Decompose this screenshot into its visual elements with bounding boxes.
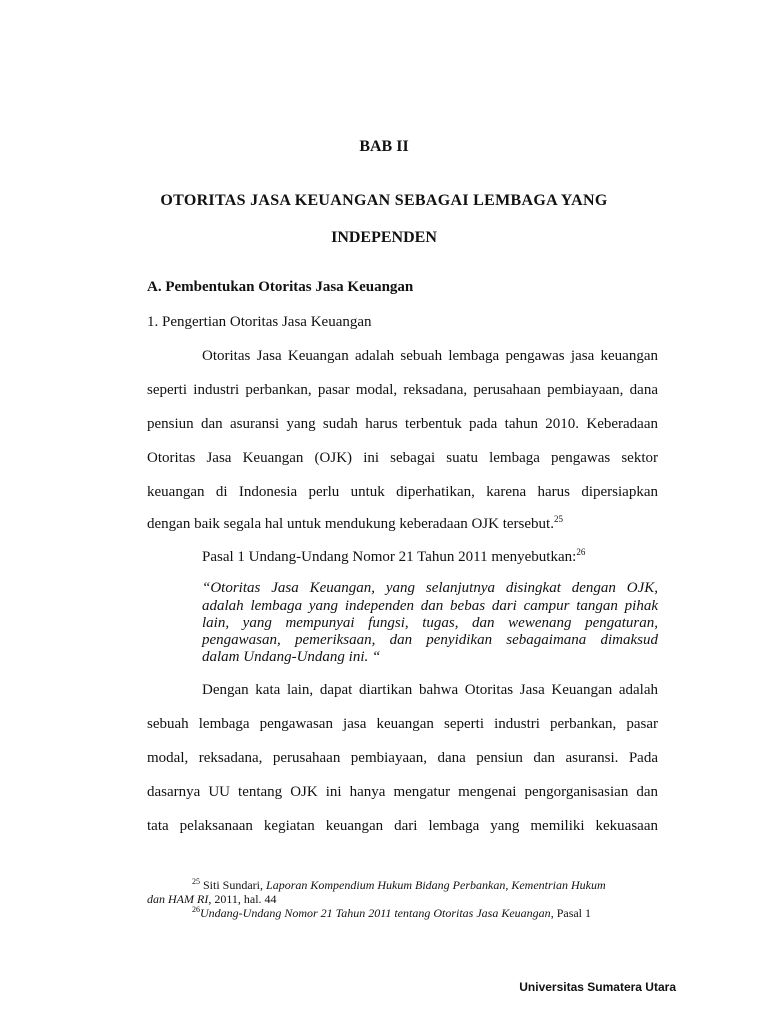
footnote-ref-25: 25: [553, 514, 563, 524]
footnote-25-title-cont: dan HAM RI: [147, 892, 209, 906]
paragraph-1-line: seperti industri perbankan, pasar modal, reksadana, perusahaan pembiayaan, dana: [147, 382, 658, 398]
paragraph-1-line: dengan baik segala hal untuk mendukung keberadaan OJK tersebut.: [147, 516, 554, 532]
footer-institution: Universitas Sumatera Utara: [519, 980, 676, 994]
footnote-26-title: Undang-Undang Nomor 21 Tahun 2011 tentang Otoritas Jasa Keuangan: [200, 906, 551, 920]
footnote-26-number: 26: [192, 905, 200, 914]
footnote-25-author: Siti Sundari,: [203, 878, 264, 892]
quote-line: pengawasan, pemeriksaan, dan penyidikan sebagaimana dimaksud: [202, 632, 658, 648]
paragraph-2-line: modal, reksadana, perusahaan pembiayaan, dana pensiun dan asuransi. Pada: [147, 750, 658, 766]
paragraph-1-line: Otoritas Jasa Keuangan (OJK) ini sebagai suatu lembaga pengawas sektor: [147, 450, 658, 466]
quote-line: “Otoritas Jasa Keuangan, yang selanjutnya disingkat dengan OJK,: [202, 580, 658, 596]
chapter-title-line-2: INDEPENDEN: [331, 229, 437, 246]
paragraph-1-line: keuangan di Indonesia perlu untuk diperhatikan, karena harus dipersiapkan: [147, 484, 658, 500]
footnote-25-line-1: [192, 878, 606, 893]
footnote-25-rest: , 2011, hal. 44: [208, 892, 277, 906]
subsection-heading: 1. Pengertian Otoritas Jasa Keuangan: [147, 314, 372, 330]
paragraph-2-line: tata pelaksanaan kegiatan keuangan dari lembaga yang memiliki kekuasaan: [147, 818, 658, 834]
footnote-25-title: Laporan Kompendium Hukum Bidang Perbankan, Kementrian Hukum: [266, 878, 606, 892]
pasal-intro: [202, 549, 585, 566]
paragraph-1-last-line: [147, 516, 658, 533]
footnote-25-line-2: [147, 892, 277, 907]
chapter-label: BAB II: [359, 138, 409, 155]
section-heading: A. Pembentukan Otoritas Jasa Keuangan: [147, 279, 414, 295]
quote-line: dalam Undang-Undang ini. “: [202, 649, 381, 665]
paragraph-1-line: pensiun dan asuransi yang sudah harus terbentuk pada tahun 2010. Keberadaan: [147, 416, 658, 432]
chapter-title-line-1: OTORITAS JASA KEUANGAN SEBAGAI LEMBAGA YANG: [160, 192, 608, 209]
footnote-26: [192, 906, 591, 921]
footnote-25-number: 25: [192, 877, 200, 886]
paragraph-1-line: Otoritas Jasa Keuangan adalah sebuah lembaga pengawas jasa keuangan: [202, 348, 658, 364]
paragraph-2-line: Dengan kata lain, dapat diartikan bahwa Otoritas Jasa Keuangan adalah: [202, 682, 658, 698]
paragraph-2-line: sebuah lembaga pengawasan jasa keuangan seperti industri perbankan, pasar: [147, 716, 658, 732]
footnote-ref-26: 26: [576, 547, 586, 557]
paragraph-2-line: dasarnya UU tentang OJK ini hanya mengatur mengenai pengorganisasian dan: [147, 784, 658, 800]
quote-line: adalah lembaga yang independen dan bebas dari campur tangan pihak: [202, 598, 658, 614]
footnote-26-rest: , Pasal 1: [550, 906, 592, 920]
pasal-intro-text: Pasal 1 Undang-Undang Nomor 21 Tahun 2011 menyebutkan:: [202, 549, 577, 565]
quote-line: lain, yang mempunyai fungsi, tugas, dan wewenang pengaturan,: [202, 615, 658, 631]
